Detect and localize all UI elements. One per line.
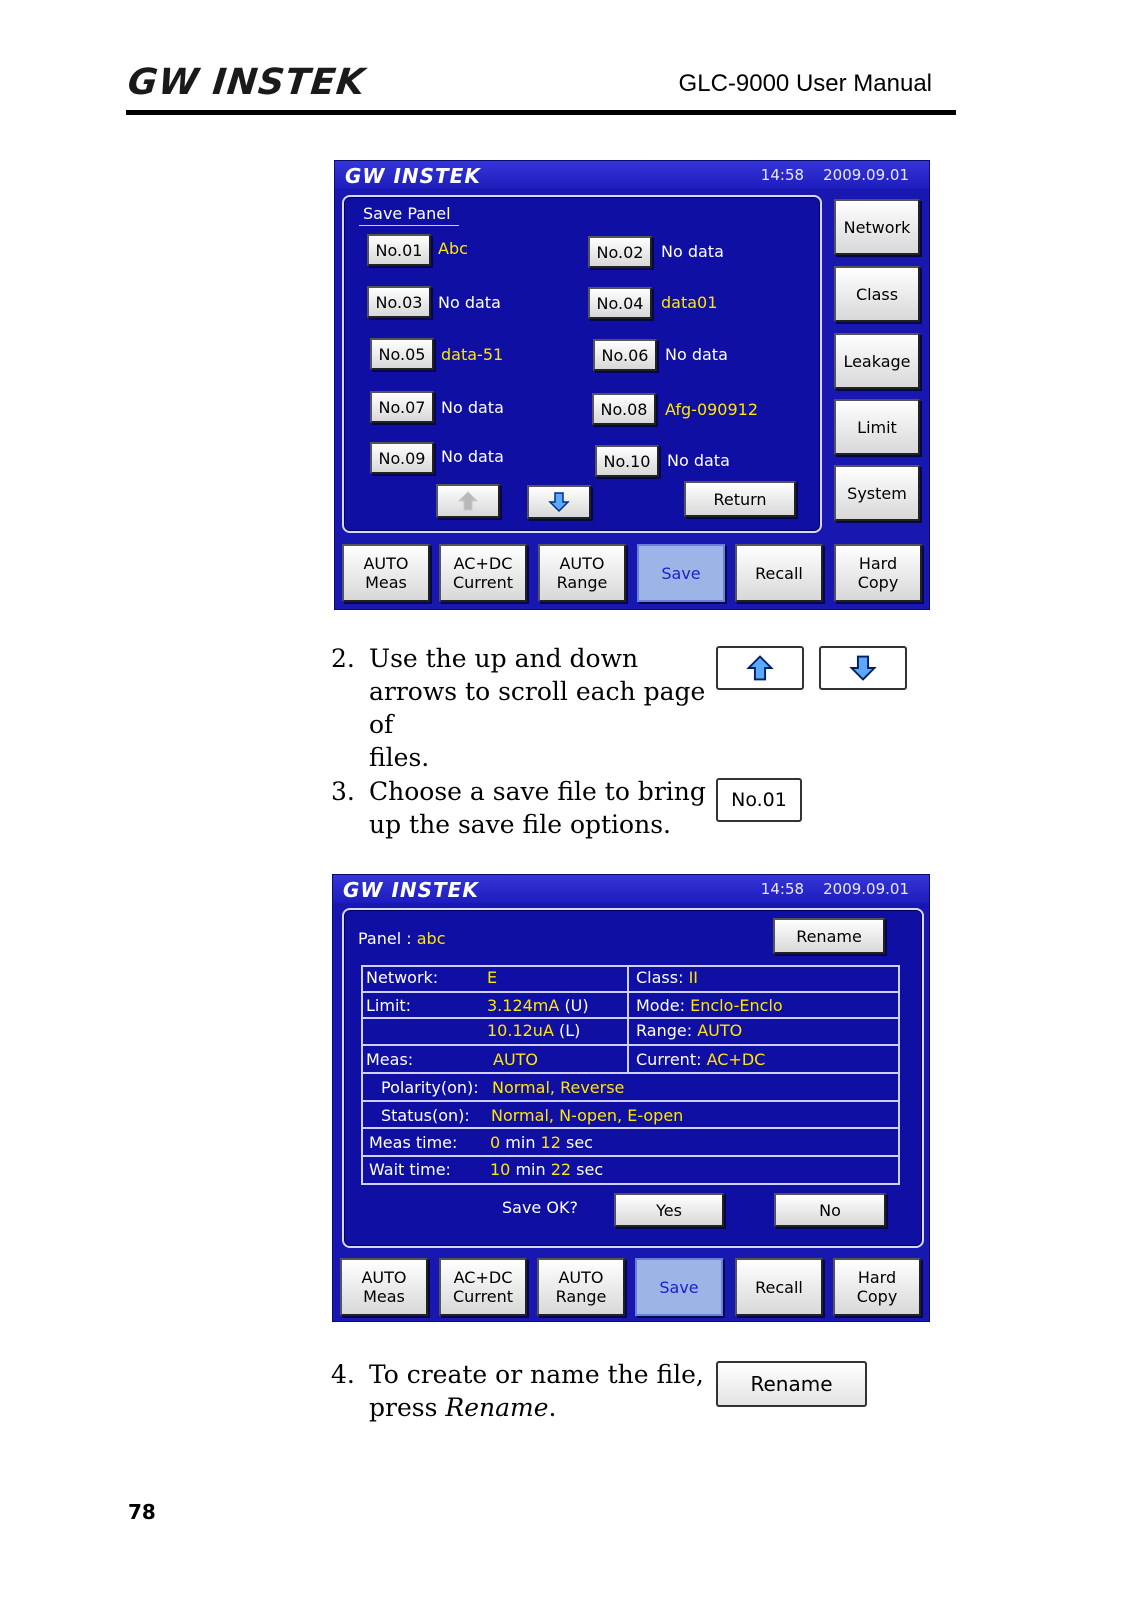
status-label: Status(on): (381, 1106, 470, 1125)
slot-button-09[interactable]: No.09 (370, 442, 434, 474)
slot-button-08[interactable]: No.08 (592, 393, 656, 425)
screen-title-bar (333, 875, 929, 903)
limit-label: Limit: (366, 996, 412, 1015)
slot-name-09: No data (441, 447, 504, 466)
bottom-menu-auto-meas[interactable]: AUTO Meas (340, 1258, 428, 1316)
save-options-screen (332, 874, 930, 1322)
slot-button-10[interactable]: No.10 (595, 445, 659, 477)
slot-button-01[interactable]: No.01 (367, 234, 431, 266)
meas-value: AUTO (493, 1050, 539, 1069)
screen-clock: 14:58 2009.09.01 (760, 880, 909, 898)
step-2 (331, 642, 711, 772)
slot-button-02[interactable]: No.02 (588, 236, 652, 268)
step-2-number: 2. (331, 644, 355, 673)
slot-name-10: No data (667, 451, 730, 470)
polarity-label: Polarity(on): (381, 1078, 479, 1097)
bottom-menu-acdc-current[interactable]: AC+DC Current (439, 1258, 527, 1316)
bottom-menu-save[interactable]: Save (635, 1258, 723, 1316)
page-down-button[interactable] (527, 485, 591, 519)
panel-title: Save Panel (363, 204, 451, 223)
slot-no01-button-illustration[interactable]: No.01 (716, 778, 802, 822)
class-line: Class: II (636, 968, 699, 987)
polarity-value: Normal, Reverse (492, 1078, 625, 1097)
bottom-menu-recall[interactable]: Recall (735, 1258, 823, 1316)
step-4-text: To create or name the file, press Rename. (369, 1360, 704, 1422)
slot-name-02: No data (661, 242, 724, 261)
step-4-number: 4. (331, 1360, 355, 1389)
page-up-button[interactable] (436, 484, 500, 518)
bottom-menu-auto-meas[interactable]: AUTO Meas (342, 544, 430, 602)
slot-button-05[interactable]: No.05 (370, 338, 434, 370)
slot-name-06: No data (665, 345, 728, 364)
side-menu-system[interactable]: System (834, 465, 920, 521)
down-arrow-icon (548, 491, 570, 513)
manual-title: GLC-9000 User Manual (678, 70, 932, 97)
side-menu-network[interactable]: Network (834, 199, 920, 255)
screen-clock: 14:58 2009.09.01 (760, 166, 909, 184)
return-button[interactable]: Return (684, 481, 796, 517)
side-menu-class[interactable]: Class (834, 266, 920, 322)
panel-title-underline (359, 225, 459, 226)
current-line: Current: AC+DC (636, 1050, 766, 1069)
save-ok-prompt: Save OK? (502, 1198, 578, 1217)
wait-time-label: Wait time: (369, 1160, 451, 1179)
bottom-menu-hard-copy[interactable]: Hard Copy (834, 544, 922, 602)
page-number: 78 (128, 1500, 156, 1524)
status-value: Normal, N-open, E-open (491, 1106, 684, 1125)
step-4 (331, 1358, 711, 1428)
screen-brand-logo: GW INSTEK (343, 878, 479, 902)
side-menu-leakage[interactable]: Leakage (834, 333, 920, 389)
step-3-number: 3. (331, 777, 355, 806)
slot-name-07: No data (441, 398, 504, 417)
limit-lower: 10.12uA (L) (487, 1021, 581, 1040)
bottom-menu-save[interactable]: Save (637, 544, 725, 602)
rename-button-illustration[interactable]: Rename (716, 1361, 867, 1407)
network-label: Network: (366, 968, 439, 987)
slot-name-05: data-51 (441, 345, 504, 364)
bottom-menu-hard-copy[interactable]: Hard Copy (833, 1258, 921, 1316)
screen-title-bar (335, 161, 929, 189)
down-arrow-icon (849, 654, 877, 682)
bottom-menu-acdc-current[interactable]: AC+DC Current (439, 544, 527, 602)
step-3 (331, 775, 711, 845)
slot-button-06[interactable]: No.06 (593, 339, 657, 371)
up-arrow-icon (457, 490, 479, 512)
mode-line: Mode: Enclo-Enclo (636, 996, 783, 1015)
bottom-menu-auto-range[interactable]: AUTO Range (538, 544, 626, 602)
wait-time-value: 10 min 22 sec (490, 1160, 604, 1179)
network-value: E (487, 968, 498, 987)
save-panel-screen (334, 160, 930, 610)
settings-table (361, 965, 900, 1185)
slot-name-08: Afg-090912 (665, 400, 759, 419)
bottom-menu-recall[interactable]: Recall (735, 544, 823, 602)
bottom-menu-auto-range[interactable]: AUTO Range (537, 1258, 625, 1316)
meas-label: Meas: (366, 1050, 414, 1069)
meas-time-value: 0 min 12 sec (490, 1133, 593, 1152)
up-arrow-button-illustration[interactable] (716, 646, 804, 690)
yes-button[interactable]: Yes (614, 1193, 724, 1227)
slot-name-03: No data (438, 293, 501, 312)
side-menu-limit[interactable]: Limit (834, 399, 920, 455)
step-2-text: Use the up and down arrows to scroll each page of files. (369, 644, 706, 772)
slot-button-03[interactable]: No.03 (367, 286, 431, 318)
slot-name-04: data01 (661, 293, 718, 312)
range-line: Range: AUTO (636, 1021, 743, 1040)
rename-emphasis: Rename (445, 1393, 549, 1422)
limit-upper: 3.124mA (U) (487, 996, 589, 1015)
screen-brand-logo: GW INSTEK (345, 164, 481, 188)
no-button[interactable]: No (774, 1193, 886, 1227)
down-arrow-button-illustration[interactable] (819, 646, 907, 690)
meas-time-label: Meas time: (369, 1133, 458, 1152)
rename-button[interactable]: Rename (773, 918, 885, 954)
gw-instek-logo: GW INSTEK (125, 62, 368, 103)
step-3-text: Choose a save file to bring up the save file options. (369, 777, 706, 839)
panel-name-line: Panel : abc (358, 929, 446, 948)
slot-name-01: Abc (438, 239, 468, 258)
up-arrow-icon (746, 654, 774, 682)
slot-button-04[interactable]: No.04 (588, 287, 652, 319)
slot-button-07[interactable]: No.07 (370, 391, 434, 423)
header-rule (126, 110, 956, 115)
